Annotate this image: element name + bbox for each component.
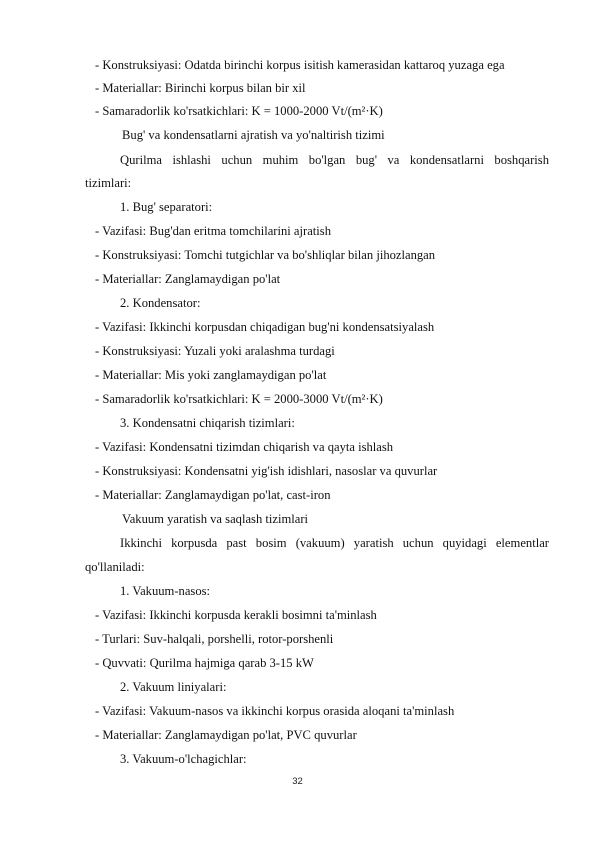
text-line: - Samaradorlik ko'rsatkichlari: K = 1000-2000 Vt/(m²·K) xyxy=(95,104,383,118)
paragraph-line: Ikkinchi korpusda past bosim (vakuum) yaratish uchun quyidagi elementlar xyxy=(120,536,549,550)
text-line: - Materiallar: Zanglamaydigan po'lat, PVC quvurlar xyxy=(95,728,357,742)
list-heading: 3. Vakuum-o'lchagichlar: xyxy=(120,752,247,766)
text-line: - Materiallar: Mis yoki zanglamaydigan po'lat xyxy=(95,368,327,382)
text-line: - Vazifasi: Ikkinchi korpusdan chiqadigan bug'ni kondensatsiyalash xyxy=(95,320,435,334)
section-heading: Bug' va kondensatlarni ajratish va yo'naltirish tizimi xyxy=(122,128,385,142)
text-line: - Konstruksiyasi: Yuzali yoki aralashma turdagi xyxy=(95,344,335,358)
text-line: - Vazifasi: Kondensatni tizimdan chiqarish va qayta ishlash xyxy=(95,440,394,454)
paragraph-line: tizimlari: xyxy=(85,176,132,190)
text-line: - Konstruksiyasi: Kondensatni yig'ish idishlari, nasoslar va quvurlar xyxy=(95,464,438,478)
page-number: 32 xyxy=(292,776,303,787)
text-line: - Samaradorlik ko'rsatkichlari: K = 2000-3000 Vt/(m²·K) xyxy=(95,392,383,406)
text-line: - Materiallar: Birinchi korpus bilan bir xil xyxy=(95,81,306,95)
paragraph-line: qo'llaniladi: xyxy=(85,560,145,574)
text-line: - Quvvati: Qurilma hajmiga qarab 3-15 kW xyxy=(95,656,314,670)
text-line: - Turlari: Suv-halqali, porshelli, rotor-porshenli xyxy=(95,632,334,646)
text-line: - Materiallar: Zanglamaydigan po'lat, cast-iron xyxy=(95,488,331,502)
list-heading: 2. Kondensator: xyxy=(120,296,201,310)
text-line: - Vazifasi: Vakuum-nasos va ikkinchi korpus orasida aloqani ta'minlash xyxy=(95,704,455,718)
list-heading: 2. Vakuum liniyalari: xyxy=(120,680,227,694)
text-line: - Materiallar: Zanglamaydigan po'lat xyxy=(95,272,281,286)
list-heading: 1. Vakuum-nasos: xyxy=(120,584,211,598)
list-heading: 1. Bug' separatori: xyxy=(120,200,213,214)
section-heading: Vakuum yaratish va saqlash tizimlari xyxy=(122,512,309,526)
paragraph-line: Qurilma ishlashi uchun muhim bo'lgan bug' va kondensatlarni boshqarish xyxy=(120,153,549,167)
text-line: - Vazifasi: Ikkinchi korpusda kerakli bosimni ta'minlash xyxy=(95,608,377,622)
text-line: - Konstruksiyasi: Tomchi tutgichlar va bo'shliqlar bilan jihozlangan xyxy=(95,248,436,262)
text-line: - Konstruksiyasi: Odatda birinchi korpus isitish kamerasidan kattaroq yuzaga ega xyxy=(95,58,505,72)
text-line: - Vazifasi: Bug'dan eritma tomchilarini ajratish xyxy=(95,224,332,238)
list-heading: 3. Kondensatni chiqarish tizimlari: xyxy=(120,416,295,430)
